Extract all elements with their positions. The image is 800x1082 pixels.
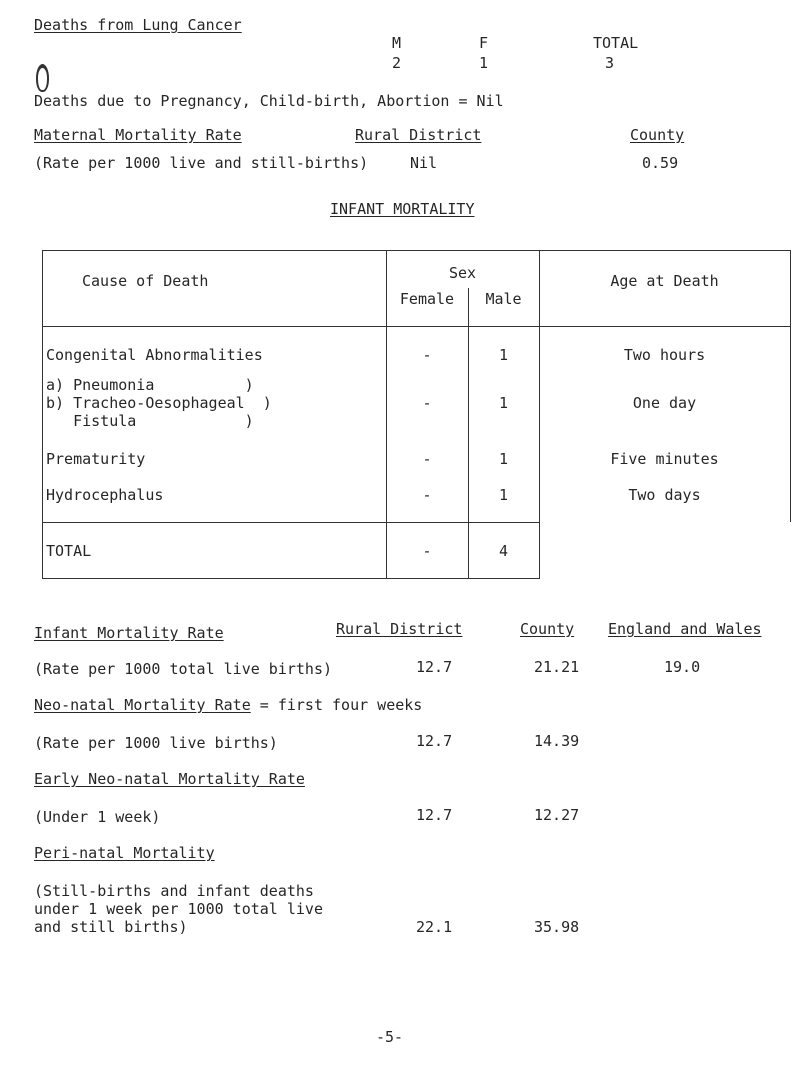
perinatal-title: Peri-natal Mortality bbox=[34, 844, 215, 862]
table-right-border bbox=[790, 250, 791, 522]
neonatal-title: Neo-natal Mortality Rate bbox=[34, 696, 251, 714]
table-header-border bbox=[42, 326, 791, 327]
header-age-at-death: Age at Death bbox=[610, 272, 719, 290]
row4-male: 1 bbox=[498, 486, 509, 504]
header-cause-of-death: Cause of Death bbox=[82, 272, 209, 290]
perinatal-label-line3: and still births) bbox=[34, 918, 188, 936]
early-neonatal-rural: 12.7 bbox=[416, 806, 453, 824]
row2-cause-line1: a) Pneumonia ) bbox=[46, 376, 254, 394]
row2-cause-line2: b) Tracheo-Oesophageal ) bbox=[46, 394, 272, 412]
lung-cancer-value-total: 3 bbox=[605, 54, 615, 72]
maternal-rural-heading: Rural District bbox=[355, 126, 482, 144]
table-female-male-divider bbox=[468, 288, 469, 579]
infant-mortality-heading: INFANT MORTALITY bbox=[330, 200, 475, 218]
row3-female: - bbox=[422, 450, 432, 468]
row2-male: 1 bbox=[498, 394, 509, 412]
row1-age: Two hours bbox=[623, 346, 706, 364]
infant-mortality-rate-title: Infant Mortality Rate bbox=[34, 624, 224, 642]
row1-female: - bbox=[422, 346, 432, 364]
row3-male: 1 bbox=[498, 450, 509, 468]
perinatal-county: 35.98 bbox=[534, 918, 580, 936]
rates-rural-heading: Rural District bbox=[336, 620, 463, 638]
lung-cancer-col-f: F bbox=[479, 34, 489, 52]
maternal-mortality-title: Maternal Mortality Rate bbox=[34, 126, 242, 144]
neonatal-rate-county: 14.39 bbox=[534, 732, 580, 750]
table-age-left-border bbox=[539, 250, 540, 579]
row4-cause: Hydrocephalus bbox=[46, 486, 164, 504]
header-female: Female bbox=[399, 290, 455, 308]
lung-cancer-value-f: 1 bbox=[479, 54, 489, 72]
total-female: - bbox=[422, 542, 432, 560]
maternal-county-value: 0.59 bbox=[642, 154, 679, 172]
lung-cancer-col-m: M bbox=[392, 34, 402, 52]
total-label: TOTAL bbox=[46, 542, 92, 560]
row3-cause: Prematurity bbox=[46, 450, 146, 468]
row2-age: One day bbox=[632, 394, 697, 412]
perinatal-label-line1: (Still-births and infant deaths bbox=[34, 882, 314, 900]
infant-rate-england: 19.0 bbox=[664, 658, 701, 676]
early-neonatal-title: Early Neo-natal Mortality Rate bbox=[34, 770, 305, 788]
neonatal-rate-label: (Rate per 1000 live births) bbox=[34, 734, 278, 752]
neonatal-suffix: = first four weeks bbox=[259, 696, 423, 714]
row4-age: Two days bbox=[628, 486, 701, 504]
row2-cause-line3: Fistula ) bbox=[46, 412, 254, 430]
infant-rate-rural: 12.7 bbox=[416, 658, 453, 676]
perinatal-rural: 22.1 bbox=[416, 918, 453, 936]
lung-cancer-title: Deaths from Lung Cancer bbox=[34, 16, 242, 34]
maternal-rate-label: (Rate per 1000 live and still-births) bbox=[34, 154, 369, 172]
table-top-border bbox=[42, 250, 791, 251]
row1-male: 1 bbox=[498, 346, 509, 364]
early-neonatal-label: (Under 1 week) bbox=[34, 808, 161, 826]
row4-female: - bbox=[422, 486, 432, 504]
lung-cancer-value-m: 2 bbox=[392, 54, 402, 72]
ink-blot-mark bbox=[36, 64, 49, 92]
rates-county-heading: County bbox=[520, 620, 575, 638]
page-number: -5- bbox=[376, 1028, 404, 1046]
row2-female: - bbox=[422, 394, 432, 412]
infant-mortality-table bbox=[42, 250, 791, 580]
maternal-county-heading: County bbox=[630, 126, 685, 144]
infant-rate-county: 21.21 bbox=[534, 658, 580, 676]
neonatal-rate-rural: 12.7 bbox=[416, 732, 453, 750]
row1-cause: Congenital Abnormalities bbox=[46, 346, 263, 364]
rates-england-heading: England and Wales bbox=[608, 620, 762, 638]
total-male: 4 bbox=[498, 542, 509, 560]
table-bottom-border bbox=[42, 578, 540, 579]
infant-rate-label: (Rate per 1000 total live births) bbox=[34, 660, 333, 678]
table-left-border bbox=[42, 250, 43, 579]
maternal-rural-value: Nil bbox=[410, 154, 438, 172]
perinatal-label-line2: under 1 week per 1000 total live bbox=[34, 900, 323, 918]
header-sex: Sex bbox=[448, 264, 477, 282]
neonatal-line bbox=[34, 696, 422, 714]
early-neonatal-county: 12.27 bbox=[534, 806, 580, 824]
lung-cancer-col-total: TOTAL bbox=[593, 34, 639, 52]
pregnancy-deaths-line: Deaths due to Pregnancy, Child-birth, Abortion = Nil bbox=[34, 92, 504, 110]
row3-age: Five minutes bbox=[610, 450, 719, 468]
table-total-top-border bbox=[42, 522, 540, 523]
header-male: Male bbox=[485, 290, 522, 308]
